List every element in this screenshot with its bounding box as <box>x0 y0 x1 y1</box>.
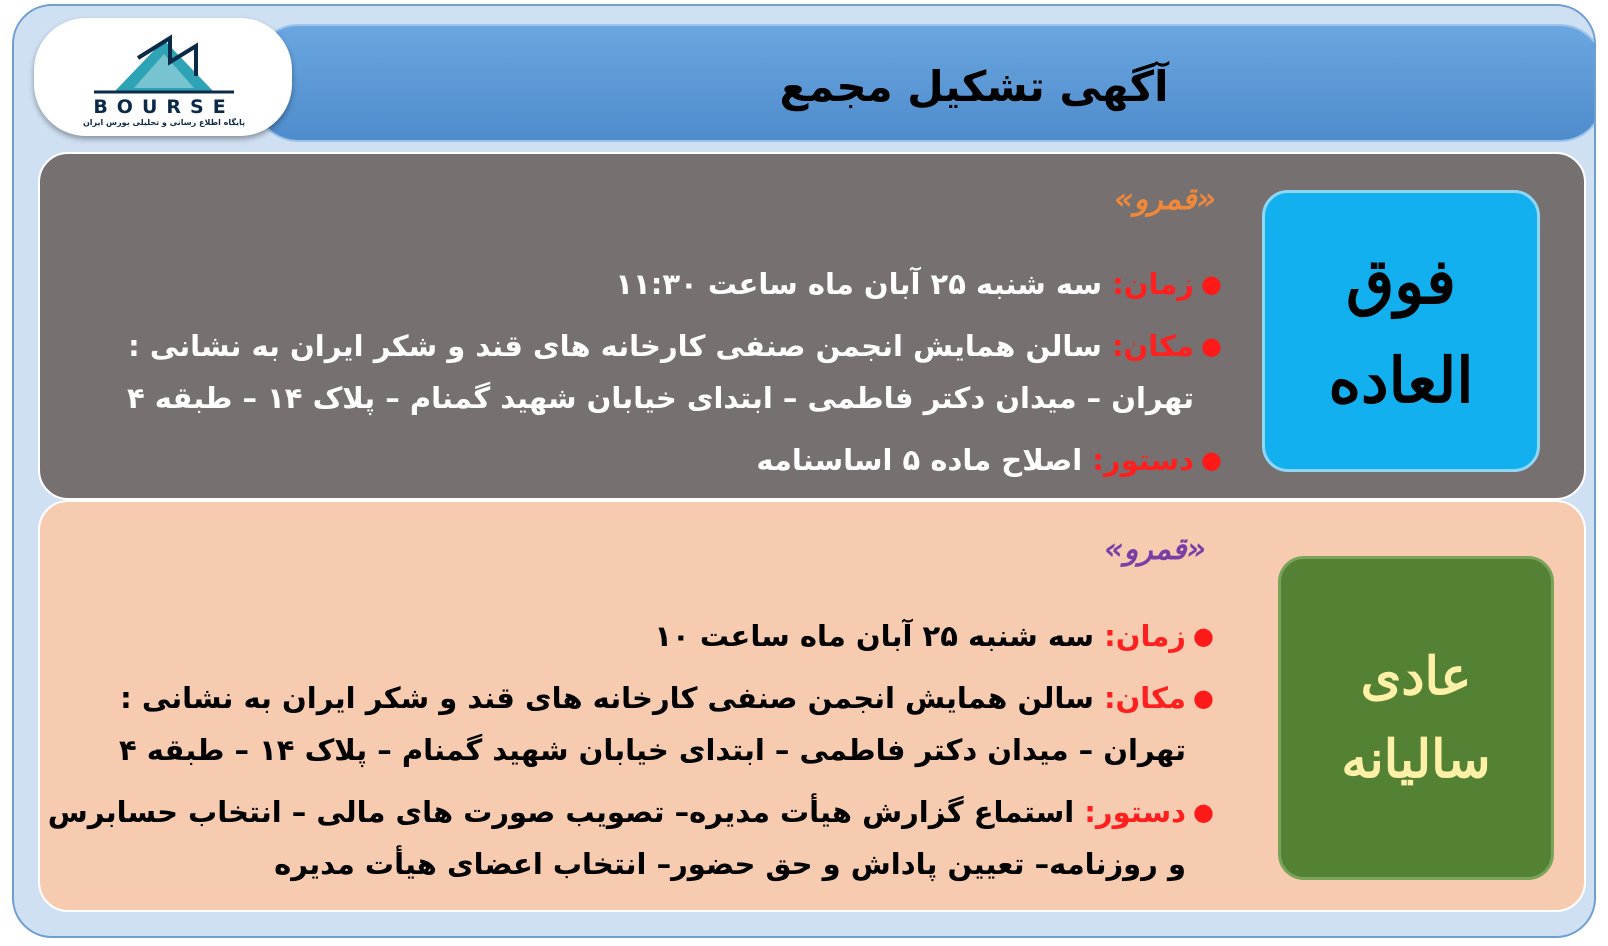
badge-line-1: فوق <box>1346 244 1456 318</box>
location-item <box>52 320 1222 424</box>
bullet-dot-icon: ● <box>1201 446 1222 474</box>
ordinary-meeting-panel <box>38 500 1586 912</box>
location-item <box>44 672 1214 776</box>
badge-line-1: عادی <box>1360 645 1472 707</box>
bullet-dot-icon: ● <box>1193 684 1214 712</box>
bullet-dot-icon: ● <box>1193 622 1214 650</box>
time-label: زمان: <box>1104 619 1186 653</box>
logo-subtitle: پایگاه اطلاع رسانی و تحلیلی بورس ایران <box>82 118 246 127</box>
logo-text: BOURSE <box>93 96 235 118</box>
announcement-frame <box>12 4 1596 938</box>
agenda-value: استماع گزارش هیأت مدیره– تصویب صورت های مالی – انتخاب حسابرس و روزنامه– تعیین پاداش و حق حضور– انتخاب اعضای هیأت مدیره <box>47 795 1186 881</box>
bullet-dot-icon: ● <box>1201 332 1222 360</box>
location-value: سالن همایش انجمن صنفی کارخانه های قند و شکر ایران به نشانی : تهران – میدان دکتر فاطمی – ابتدای خیابان شهید گمنام – پلاک ۱۴ – طبقه ۴ <box>118 681 1186 767</box>
agenda-label: دستور: <box>1084 795 1186 829</box>
bullet-dot-icon: ● <box>1201 270 1222 298</box>
bullet-dot-icon: ● <box>1193 798 1214 826</box>
meeting-details <box>44 610 1214 900</box>
ordinary-badge <box>1278 556 1554 880</box>
location-value: سالن همایش انجمن صنفی کارخانه های قند و شکر ایران به نشانی : تهران – میدان دکتر فاطمی – ابتدای خیابان شهید گمنام – پلاک ۱۴ – طبقه ۴ <box>126 329 1194 415</box>
badge-line-2: سالیانه <box>1341 729 1491 790</box>
agenda-item <box>52 434 1222 486</box>
meeting-details <box>52 258 1222 496</box>
extraordinary-badge <box>1262 190 1540 472</box>
location-label: مکان: <box>1111 329 1194 363</box>
company-name: «قمرو» <box>1104 532 1206 567</box>
agenda-item <box>44 786 1214 890</box>
time-item <box>52 258 1222 310</box>
extraordinary-meeting-panel <box>38 152 1586 500</box>
header-bar <box>254 24 1596 142</box>
bourse-logo-icon <box>34 18 292 98</box>
agenda-label: دستور: <box>1092 443 1194 477</box>
location-label: مکان: <box>1103 681 1186 715</box>
time-item <box>44 610 1214 662</box>
badge-line-2: العاده <box>1328 344 1474 417</box>
company-name: «قمرو» <box>1114 182 1216 217</box>
time-value: سه شنبه ۲۵ آبان ماه ساعت ۱۰ <box>654 619 1105 653</box>
time-value: سه شنبه ۲۵ آبان ماه ساعت ۱۱:۳۰ <box>615 267 1113 301</box>
bourse-logo <box>34 18 292 136</box>
page-title: آگهی تشکیل مجمع <box>779 62 1169 111</box>
agenda-value: اصلاح ماده ۵ اساسنامه <box>756 443 1093 477</box>
time-label: زمان: <box>1112 267 1194 301</box>
